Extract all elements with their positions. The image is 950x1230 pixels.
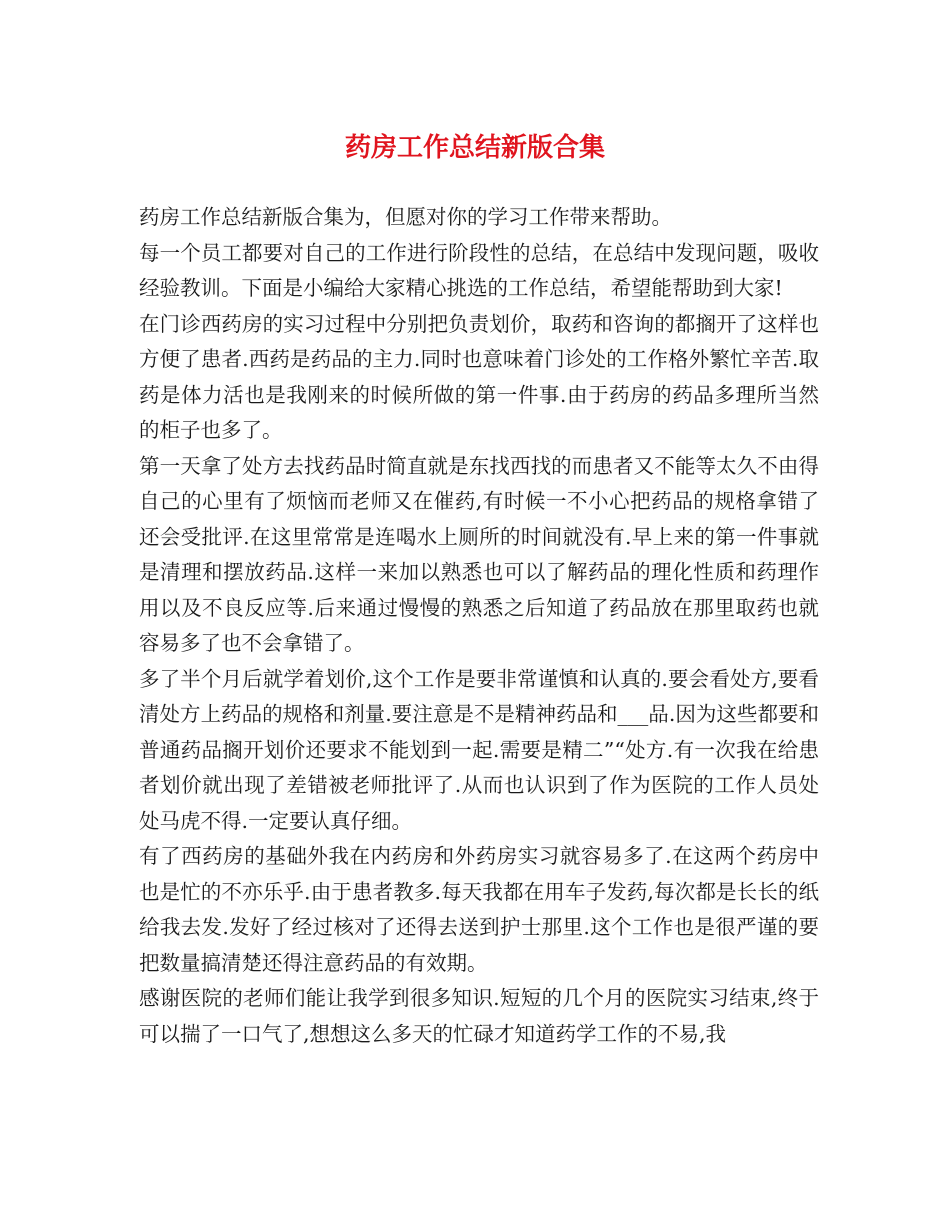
paragraph-intro: 药房工作总结新版合集为，但愿对你的学习工作带来帮助。 — [139, 205, 672, 229]
paragraph-thanks: 感谢医院的老师们能让我学到很多知识.短短的几个月的医院实习结束,终于可以揣了一口气了,想想这么多天的忙碌才知道药学工作的不易,我 — [139, 986, 819, 1046]
paragraph-first-day: 第一天拿了处方去找药品时简直就是东找西找的而患者又不能等太久不由得自己的心里有了烦恼而老师又在催药,有时候一不小心把药品的规格拿错了还会受批评.在这里常常是连喝水上厕所的时间就没有.早上来的第一件事就是清理和摆放药品.这样一来加以熟悉也可以了解药品的理化性质和药理作用以及不良反应等.后来通过慢慢的熟悉之后知道了药品放在那里取药也就容易多了也不会拿错了。 — [139, 453, 819, 655]
document-body — [139, 200, 819, 1052]
paragraph-western-pharmacy: 在门诊西药房的实习过程中分别把负责划价，取药和咨询的都搁开了这样也方便了患者.西药是药品的主力.同时也意味着门诊处的工作格外繁忙辛苦.取药是体力活也是我刚来的时候所做的第一件事.由于药房的药品多理所当然的柜子也多了。 — [139, 311, 819, 442]
document-title: 药房工作总结新版合集 — [344, 133, 605, 163]
paragraph-pricing: 多了半个月后就学着划价,这个工作是要非常谨慎和认真的.要会看处方,要看清处方上药品的规格和剂量.要注意是不是精神药品和___品.因为这些都要和普通药品搁开划价还要求不能划到一起.需要是精二”“处方.有一次我在给患者划价就出现了差错被老师批评了.从而也认识到了作为医院的工作人员处处马虎不得.一定要认真仔细。 — [139, 666, 819, 833]
paragraph-inpatient-pharmacy: 有了西药房的基础外我在内药房和外药房实习就容易多了.在这两个药房中也是忙的不亦乐乎.由于患者教多.每天我都在用车子发药,每次都是长长的纸给我去发.发好了经过核对了还得去送到护士那里.这个工作也是很严谨的要把数量搞清楚还得注意药品的有效期。 — [139, 844, 819, 975]
paragraph-preface: 每一个员工都要对自己的工作进行阶段性的总结，在总结中发现问题，吸收经验教训。下面是小编给大家精心挑选的工作总结，希望能帮助到大家! — [139, 240, 819, 300]
